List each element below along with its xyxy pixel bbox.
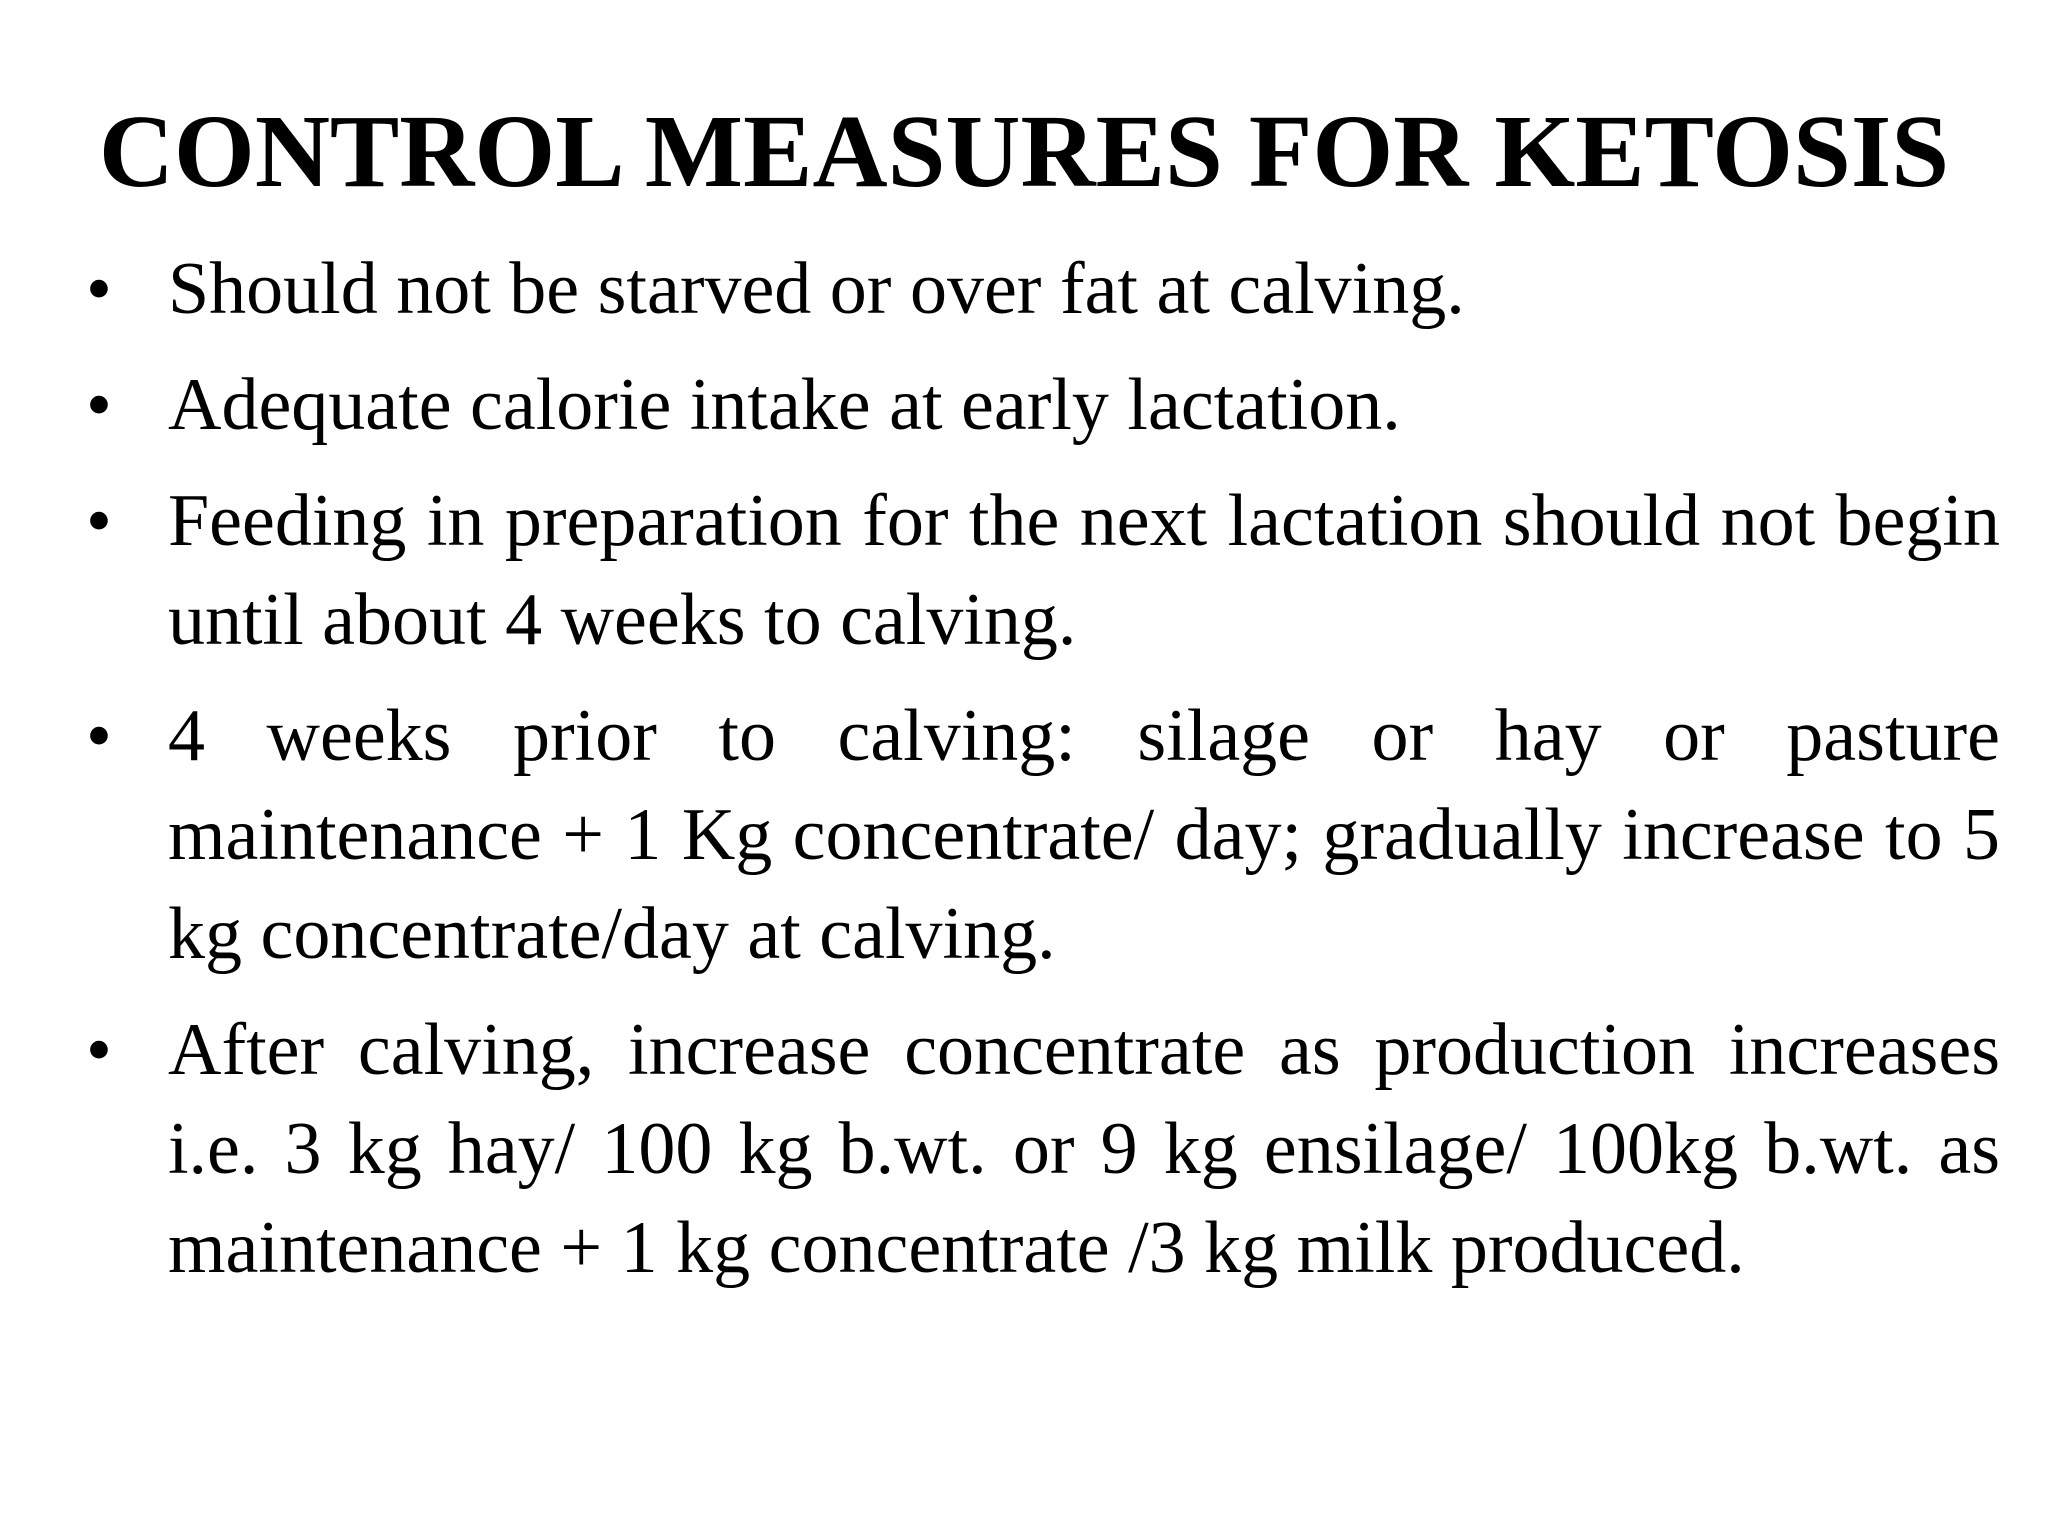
bullet-item xyxy=(80,1001,2000,1298)
bullet-text: Adequate calorie intake at early lactation. xyxy=(168,364,1401,446)
bullet-text: Feeding in preparation for the next lactation should not begin until about 4 weeks to calving. xyxy=(168,480,2000,661)
bullet-dot-icon: • xyxy=(86,480,112,562)
bullet-dot-icon: • xyxy=(86,695,112,777)
bullet-item xyxy=(80,472,2000,670)
bullet-item xyxy=(80,356,2000,455)
bullet-item xyxy=(80,687,2000,984)
bullet-list xyxy=(80,240,2000,1315)
bullet-dot-icon: • xyxy=(86,248,112,330)
bullet-dot-icon: • xyxy=(86,1009,112,1091)
bullet-text: Should not be starved or over fat at calving. xyxy=(168,248,1465,330)
bullet-text: After calving, increase concentrate as production increases i.e. 3 kg hay/ 100 kg b.wt. or 9 kg ensilage/ 100kg b.wt. as maintenance + 1 kg concentrate /3 kg milk produced. xyxy=(168,1009,2000,1289)
bullet-text: 4 weeks prior to calving: silage or hay or pasture maintenance + 1 Kg concentrate/ day; gradually increase to 5 kg concentrate/day at calving. xyxy=(168,695,2000,975)
slide-title: CONTROL MEASURES FOR KETOSIS xyxy=(98,94,1950,209)
bullet-dot-icon: • xyxy=(86,364,112,446)
bullet-item xyxy=(80,240,2000,339)
